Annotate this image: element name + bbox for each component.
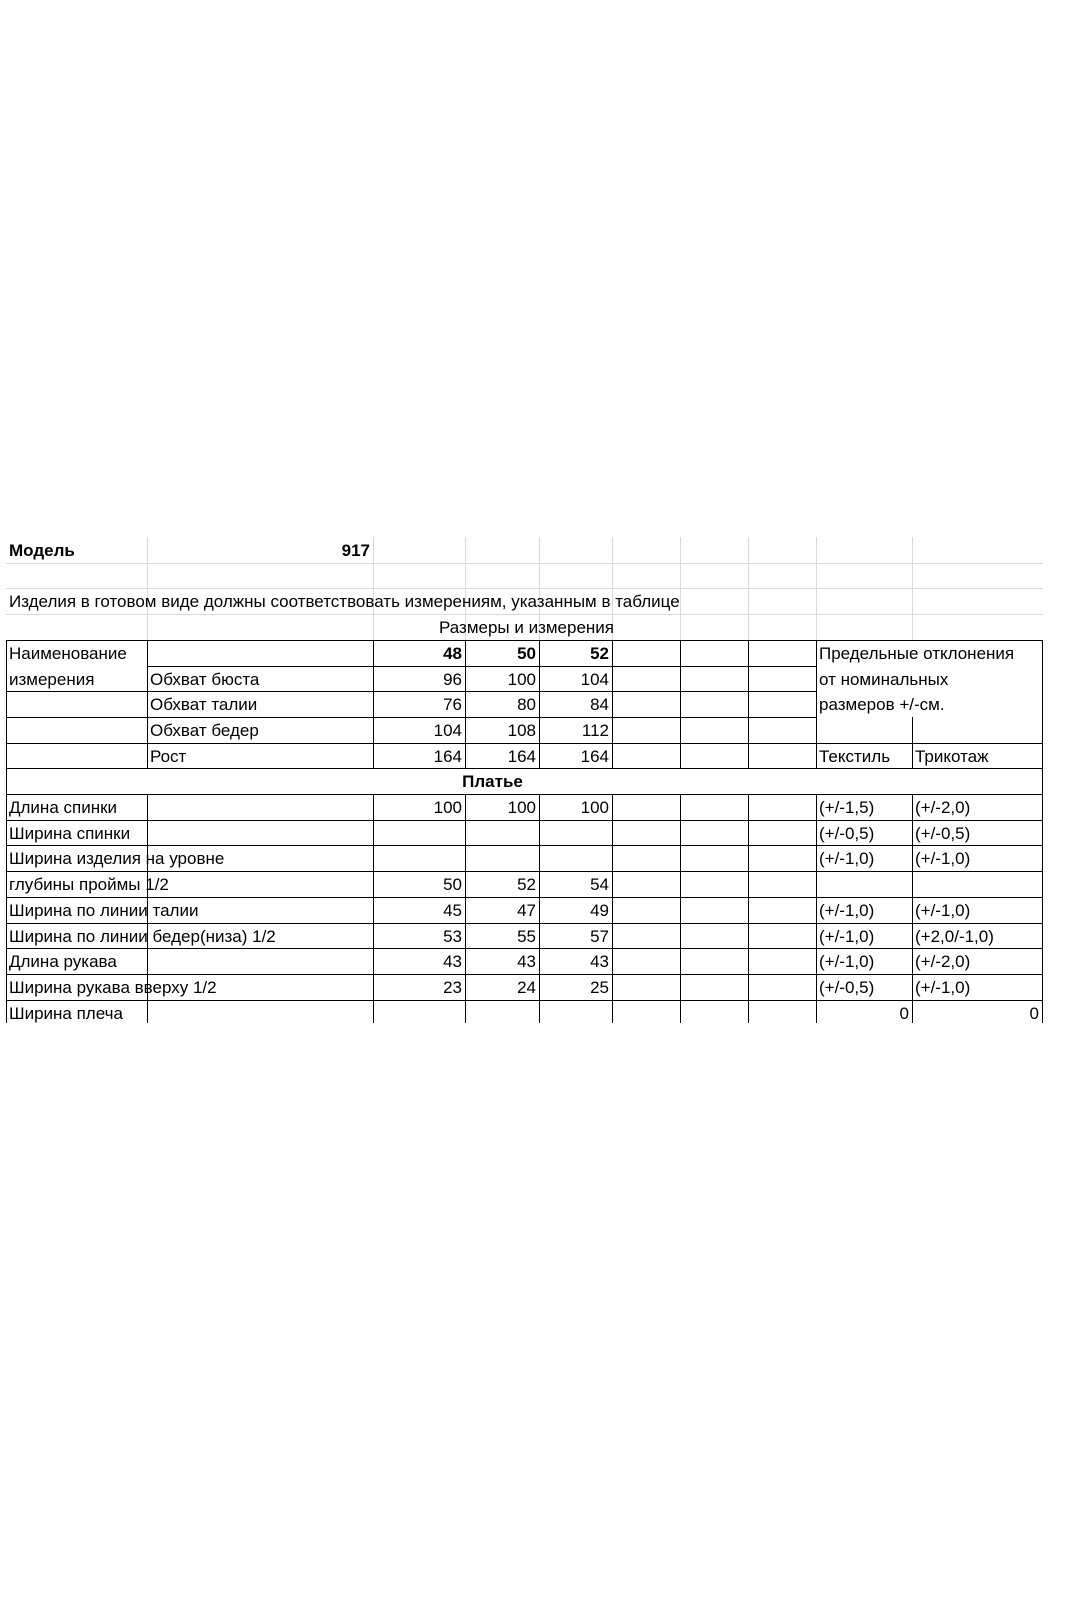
garment-measurement-value: 49 [590, 901, 609, 920]
textile-tolerance: (+/-1,0) [819, 952, 875, 971]
garment-measurement-value: 25 [590, 978, 609, 997]
textile-tolerance: (+/-1,0) [819, 927, 875, 946]
garment-measurement-name: глубины проймы 1/2 [9, 875, 169, 894]
knitwear-tolerance: (+/-1,0) [915, 849, 971, 868]
textile-tolerance: (+/-0,5) [819, 824, 875, 843]
knitwear-header: Трикотаж [915, 747, 989, 766]
size-header: 50 [517, 644, 536, 663]
garment-measurement-name: Длина рукава [9, 952, 117, 971]
table-border [6, 640, 7, 1023]
body-measurement-value: 112 [581, 721, 609, 740]
garment-measurement-value [468, 821, 536, 847]
garment-measurement-value: 57 [590, 927, 609, 946]
garment-measurement-value: 43 [443, 952, 462, 971]
garment-measurement-name: Ширина рукава вверху 1/2 [9, 978, 217, 997]
body-measurement-name: Обхват бюста [150, 670, 260, 689]
knitwear-tolerance [915, 872, 1039, 898]
table-border [748, 794, 749, 1023]
table-border [539, 794, 540, 1023]
garment-measurement-name: Длина спинки [9, 798, 118, 817]
garment-measurement-value: 54 [590, 875, 609, 894]
table-border [680, 794, 681, 1023]
garment-measurement-value [376, 821, 462, 847]
textile-tolerance: (+/-0,5) [819, 978, 875, 997]
knitwear-tolerance: (+/-2,0) [915, 798, 971, 817]
garment-measurement-value: 100 [507, 798, 536, 817]
section-title: Платье [462, 772, 523, 791]
body-measurement-value: 104 [580, 670, 609, 689]
table-border [612, 640, 613, 769]
body-measurement-value: 104 [433, 721, 462, 740]
textile-tolerance: 0 [899, 1004, 909, 1023]
table-border [465, 640, 466, 769]
textile-tolerance [819, 872, 909, 898]
body-measurement-value: 100 [507, 670, 536, 689]
size-header: 48 [443, 644, 462, 663]
body-measurement-value: 164 [580, 747, 609, 766]
garment-measurement-name: Ширина спинки [9, 824, 131, 843]
table-border [612, 794, 613, 1023]
knitwear-tolerance: (+2,0/-1,0) [915, 927, 994, 946]
notice-text: Изделия в готовом виде должны соответствовать измерениям, указанным в таблице [9, 592, 680, 611]
garment-measurement-value: 43 [517, 952, 536, 971]
table-border [816, 640, 817, 769]
garment-measurement-value: 53 [443, 927, 462, 946]
garment-measurement-value: 45 [443, 901, 462, 920]
body-measurement-value: 164 [433, 747, 462, 766]
knitwear-tolerance: (+/-2,0) [915, 952, 971, 971]
garment-measurement-value: 100 [580, 798, 609, 817]
textile-header: Текстиль [819, 747, 891, 766]
table-border [912, 794, 913, 1023]
body-measurement-value: 96 [443, 670, 462, 689]
deviation-header: от номинальных [819, 670, 949, 689]
model-number: 917 [341, 541, 370, 560]
deviation-header: Предельные отклонения [819, 644, 1015, 663]
garment-measurement-value [468, 846, 536, 872]
knitwear-tolerance: (+/-1,0) [915, 978, 971, 997]
body-measurement-value: 164 [507, 747, 536, 766]
garment-measurement-value: 50 [443, 875, 462, 894]
body-measurement-value: 80 [517, 695, 536, 714]
garment-measurement-value: 47 [517, 901, 536, 920]
table-border [1042, 794, 1043, 1023]
table-border [748, 640, 749, 769]
table-title: Размеры и измерения [438, 618, 615, 637]
garment-measurement-value: 43 [590, 952, 609, 971]
garment-measurement-value: 55 [517, 927, 536, 946]
garment-measurement-name: Ширина изделия на уровне [9, 849, 225, 868]
table-border [680, 640, 681, 769]
knitwear-tolerance: (+/-1,0) [915, 901, 971, 920]
garment-measurement-value: 52 [517, 875, 536, 894]
model-label: Модель [9, 541, 75, 560]
garment-measurement-value [376, 1001, 462, 1027]
garment-measurement-value [542, 846, 609, 872]
garment-measurement-name: Ширина по линии бедер(низа) 1/2 [9, 927, 276, 946]
body-measurement-name: Обхват бедер [150, 721, 259, 740]
garment-measurement-value: 100 [433, 798, 462, 817]
table-border [912, 717, 913, 769]
garment-measurement-value: 23 [443, 978, 462, 997]
body-measurement-value: 76 [443, 695, 462, 714]
table-border [373, 640, 374, 769]
garment-measurement-value [376, 846, 462, 872]
garment-measurement-name: Ширина плеча [9, 1004, 123, 1023]
header-name-line1: Наименование [9, 644, 127, 663]
garment-measurement-value [542, 1001, 609, 1027]
deviation-header: размеров +/-см. [819, 695, 945, 714]
body-measurement-name: Рост [150, 747, 187, 766]
body-measurement-value: 108 [507, 721, 536, 740]
textile-tolerance: (+/-1,5) [819, 798, 875, 817]
table-border [6, 717, 148, 718]
body-measurement-name: Обхват талии [150, 695, 258, 714]
garment-measurement-value: 24 [517, 978, 536, 997]
garment-measurement-value [542, 821, 609, 847]
textile-tolerance: (+/-1,0) [819, 901, 875, 920]
table-border [465, 794, 466, 1023]
knitwear-tolerance: (+/-0,5) [915, 824, 971, 843]
header-name-line2: измерения [9, 670, 95, 689]
garment-measurement-value [468, 1001, 536, 1027]
knitwear-tolerance: 0 [1029, 1004, 1039, 1023]
size-header: 52 [590, 644, 609, 663]
body-measurement-value: 84 [590, 695, 609, 714]
textile-tolerance: (+/-1,0) [819, 849, 875, 868]
table-border [539, 640, 540, 769]
garment-measurement-name: Ширина по линии талии [9, 901, 199, 920]
table-border [816, 794, 817, 1023]
